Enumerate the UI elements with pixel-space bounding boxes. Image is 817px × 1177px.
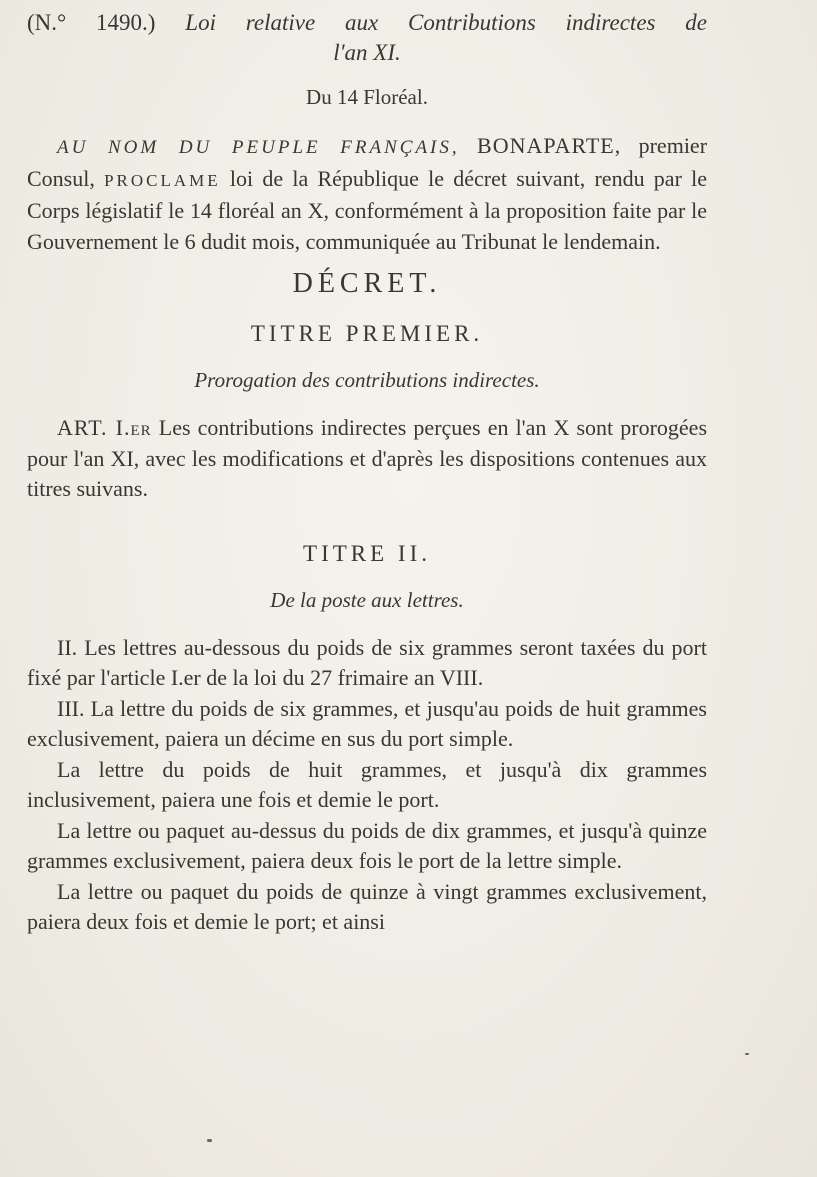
preamble-text-1: premier Consul, — [27, 133, 708, 191]
article-1 — [27, 413, 707, 505]
title-2-heading: TITRE II. — [303, 540, 431, 566]
article-1-label: ART. I.er — [57, 415, 152, 440]
law-date: Du 14 Floréal. — [306, 85, 428, 109]
preamble-proclaims: PROCLAME — [104, 170, 221, 190]
preamble-text-2: loi de la République le décret suivant, rendu par le Corps législatif le 14 floréal an X, conformément à la proposition faite par le Gouvernement le 6 dudit mois, communiquée au Tribunat le lendemain. — [27, 165, 708, 254]
preamble-people: AU NOM DU PEUPLE FRANÇAIS, — [57, 137, 460, 158]
article-3: III. La lettre du poids de six grammes, et jusqu'au poids de huit grammes exclusivement, paiera un décime en sus du port simple. — [27, 695, 707, 751]
preamble-paragraph — [27, 131, 707, 257]
title-1-heading: TITRE PREMIER. — [250, 321, 484, 346]
title-1-subtitle: Prorogation des contributions indirectes. — [194, 368, 540, 392]
law-title-continuation: l'an XI. — [333, 40, 401, 65]
paper-speck — [745, 1053, 749, 1055]
paragraph-3-3: La lettre ou paquet au-dessus du poids de dix grammes, et jusqu'à quinze grammes exclusivement, paiera deux fois le port de la lettre simple. — [27, 817, 707, 873]
law-number: (N.° 1490.) — [27, 10, 156, 35]
preamble-leader: BONAPARTE, — [477, 133, 622, 158]
paper-speck — [207, 1139, 212, 1142]
paragraph-3-2: La lettre du poids de huit grammes, et jusqu'à dix grammes inclusivement, paiera une fois et demie le port. — [27, 756, 707, 812]
article-1-text: Les contributions indirectes perçues en l'an X sont prorogées pour l'an XI, avec les modifications et d'après les dispositions contenues aux titres suivans. — [27, 415, 708, 501]
section-gap — [27, 505, 707, 539]
decree-heading: DÉCRET. — [292, 268, 442, 299]
law-title: Loi relative aux Contributions indirectes de — [185, 10, 708, 35]
document-content — [27, 8, 707, 938]
document-header — [27, 8, 707, 38]
title-2-subtitle: De la poste aux lettres. — [270, 587, 464, 612]
paragraph-3-4: La lettre ou paquet du poids de quinze à vingt grammes exclusivement, paiera deux fois et demie le port; et ainsi — [27, 878, 707, 934]
article-2: II. Les lettres au-dessous du poids de six grammes seront taxées du port fixé par l'article I.er de la loi du 27 frimaire an VIII. — [27, 634, 707, 690]
